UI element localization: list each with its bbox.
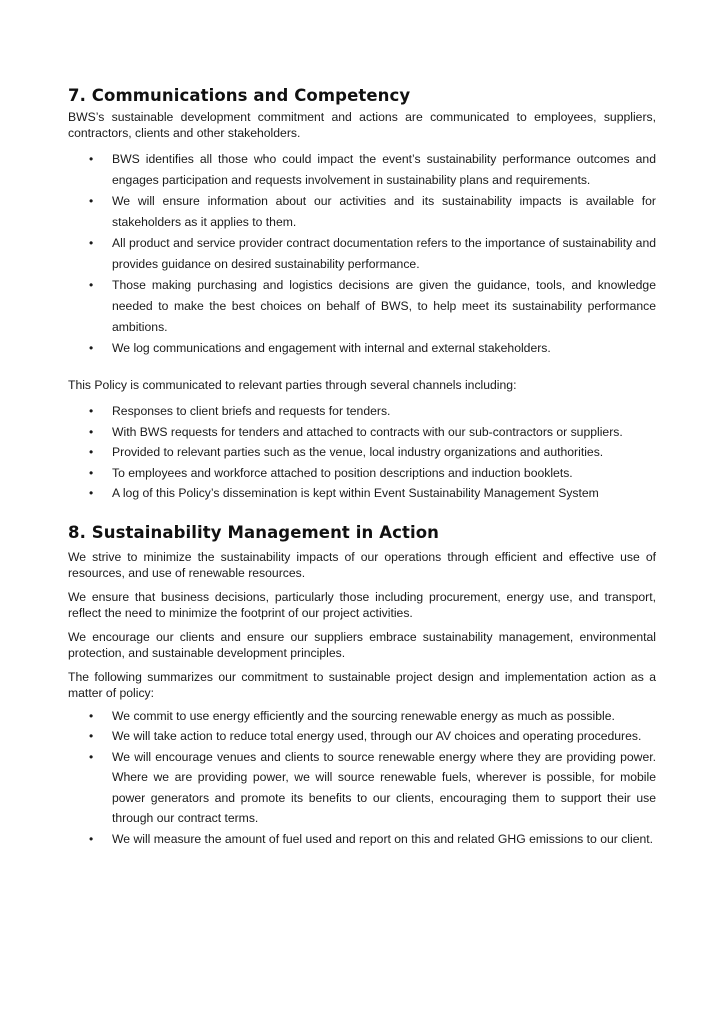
list-item: • BWS identifies all those who could impact the event’s sustainability performance outcomes and engages participation and requests involvement in sustainability plans and requirements. — [68, 149, 656, 191]
list-item: • Provided to relevant parties such as the venue, local industry organizations and authorities. — [68, 442, 656, 463]
bullet-icon: • — [89, 486, 94, 500]
section-8-paragraph: We strive to minimize the sustainability impacts of our operations through efficient and effective use of resources, and use of renewable resources. — [68, 549, 656, 580]
bullet-icon: • — [89, 194, 94, 208]
bullet-icon: • — [89, 465, 94, 480]
list-item: • We will encourage venues and clients to source renewable energy where they are providing power. Where we are providing power, we will source renewable fuels, wherever is possible, for mobile power generators and promote its benefits to our clients, encouraging them to support their use through our contract terms. — [68, 747, 656, 829]
list-item: • We log communications and engagement with internal and external stakeholders. — [68, 338, 656, 359]
section-7-heading: 7. Communications and Competency — [68, 86, 411, 105]
section-7-bullet-list — [68, 149, 656, 359]
list-item: • We will measure the amount of fuel used and report on this and related GHG emissions to our client. — [68, 829, 656, 850]
section-8-paragraph: The following summarizes our commitment to sustainable project design and implementation action as a matter of policy: — [68, 669, 656, 700]
section-8-bullet-list — [68, 706, 656, 850]
bullet-icon: • — [89, 749, 94, 764]
page-content — [68, 86, 656, 849]
section-8-paragraph: We encourage our clients and ensure our suppliers embrace sustainability management, environmental protection, and sustainable development principles. — [68, 629, 656, 660]
bullet-icon: • — [89, 152, 94, 166]
list-item: • To employees and workforce attached to position descriptions and induction booklets. — [68, 463, 656, 484]
bullet-icon: • — [89, 424, 94, 439]
list-item: • We will take action to reduce total energy used, through our AV choices and operating procedures. — [68, 726, 656, 747]
section-8-paragraph: We ensure that business decisions, particularly those including procurement, energy use, and transport, reflect the need to minimize the footprint of our project activities. — [68, 589, 656, 620]
bullet-icon: • — [89, 445, 94, 459]
list-item: • Those making purchasing and logistics decisions are given the guidance, tools, and knowledge needed to make the best choices on behalf of BWS, to help meet its sustainability performance ambitions. — [68, 275, 656, 338]
list-item: • With BWS requests for tenders and attached to contracts with our sub-contractors or suppliers. — [68, 422, 656, 443]
section-8-heading: 8. Sustainability Management in Action — [68, 522, 439, 542]
bullet-icon: • — [89, 404, 94, 418]
bullet-icon: • — [89, 278, 94, 292]
bullet-icon: • — [89, 236, 94, 250]
bullet-icon: • — [89, 708, 94, 723]
bullet-icon: • — [89, 729, 94, 743]
list-item: • We commit to use energy efficiently and the sourcing renewable energy as much as possible. — [68, 706, 656, 727]
section-7-intro: BWS’s sustainable development commitment and actions are communicated to employees, suppliers, contractors, clients and other stakeholders. — [68, 110, 656, 140]
channels-intro: This Policy is communicated to relevant parties through several channels including: — [68, 378, 517, 392]
channels-bullet-list — [68, 401, 656, 504]
list-item: • Responses to client briefs and requests for tenders. — [68, 401, 656, 422]
list-item: • We will ensure information about our activities and its sustainability impacts is available for stakeholders as it applies to them. — [68, 191, 656, 233]
bullet-icon: • — [89, 831, 94, 846]
list-item: • All product and service provider contract documentation refers to the importance of sustainability and provides guidance on desired sustainability performance. — [68, 233, 656, 275]
bullet-icon: • — [89, 341, 94, 355]
list-item: • A log of this Policy’s dissemination is kept within Event Sustainability Management System — [68, 483, 656, 504]
